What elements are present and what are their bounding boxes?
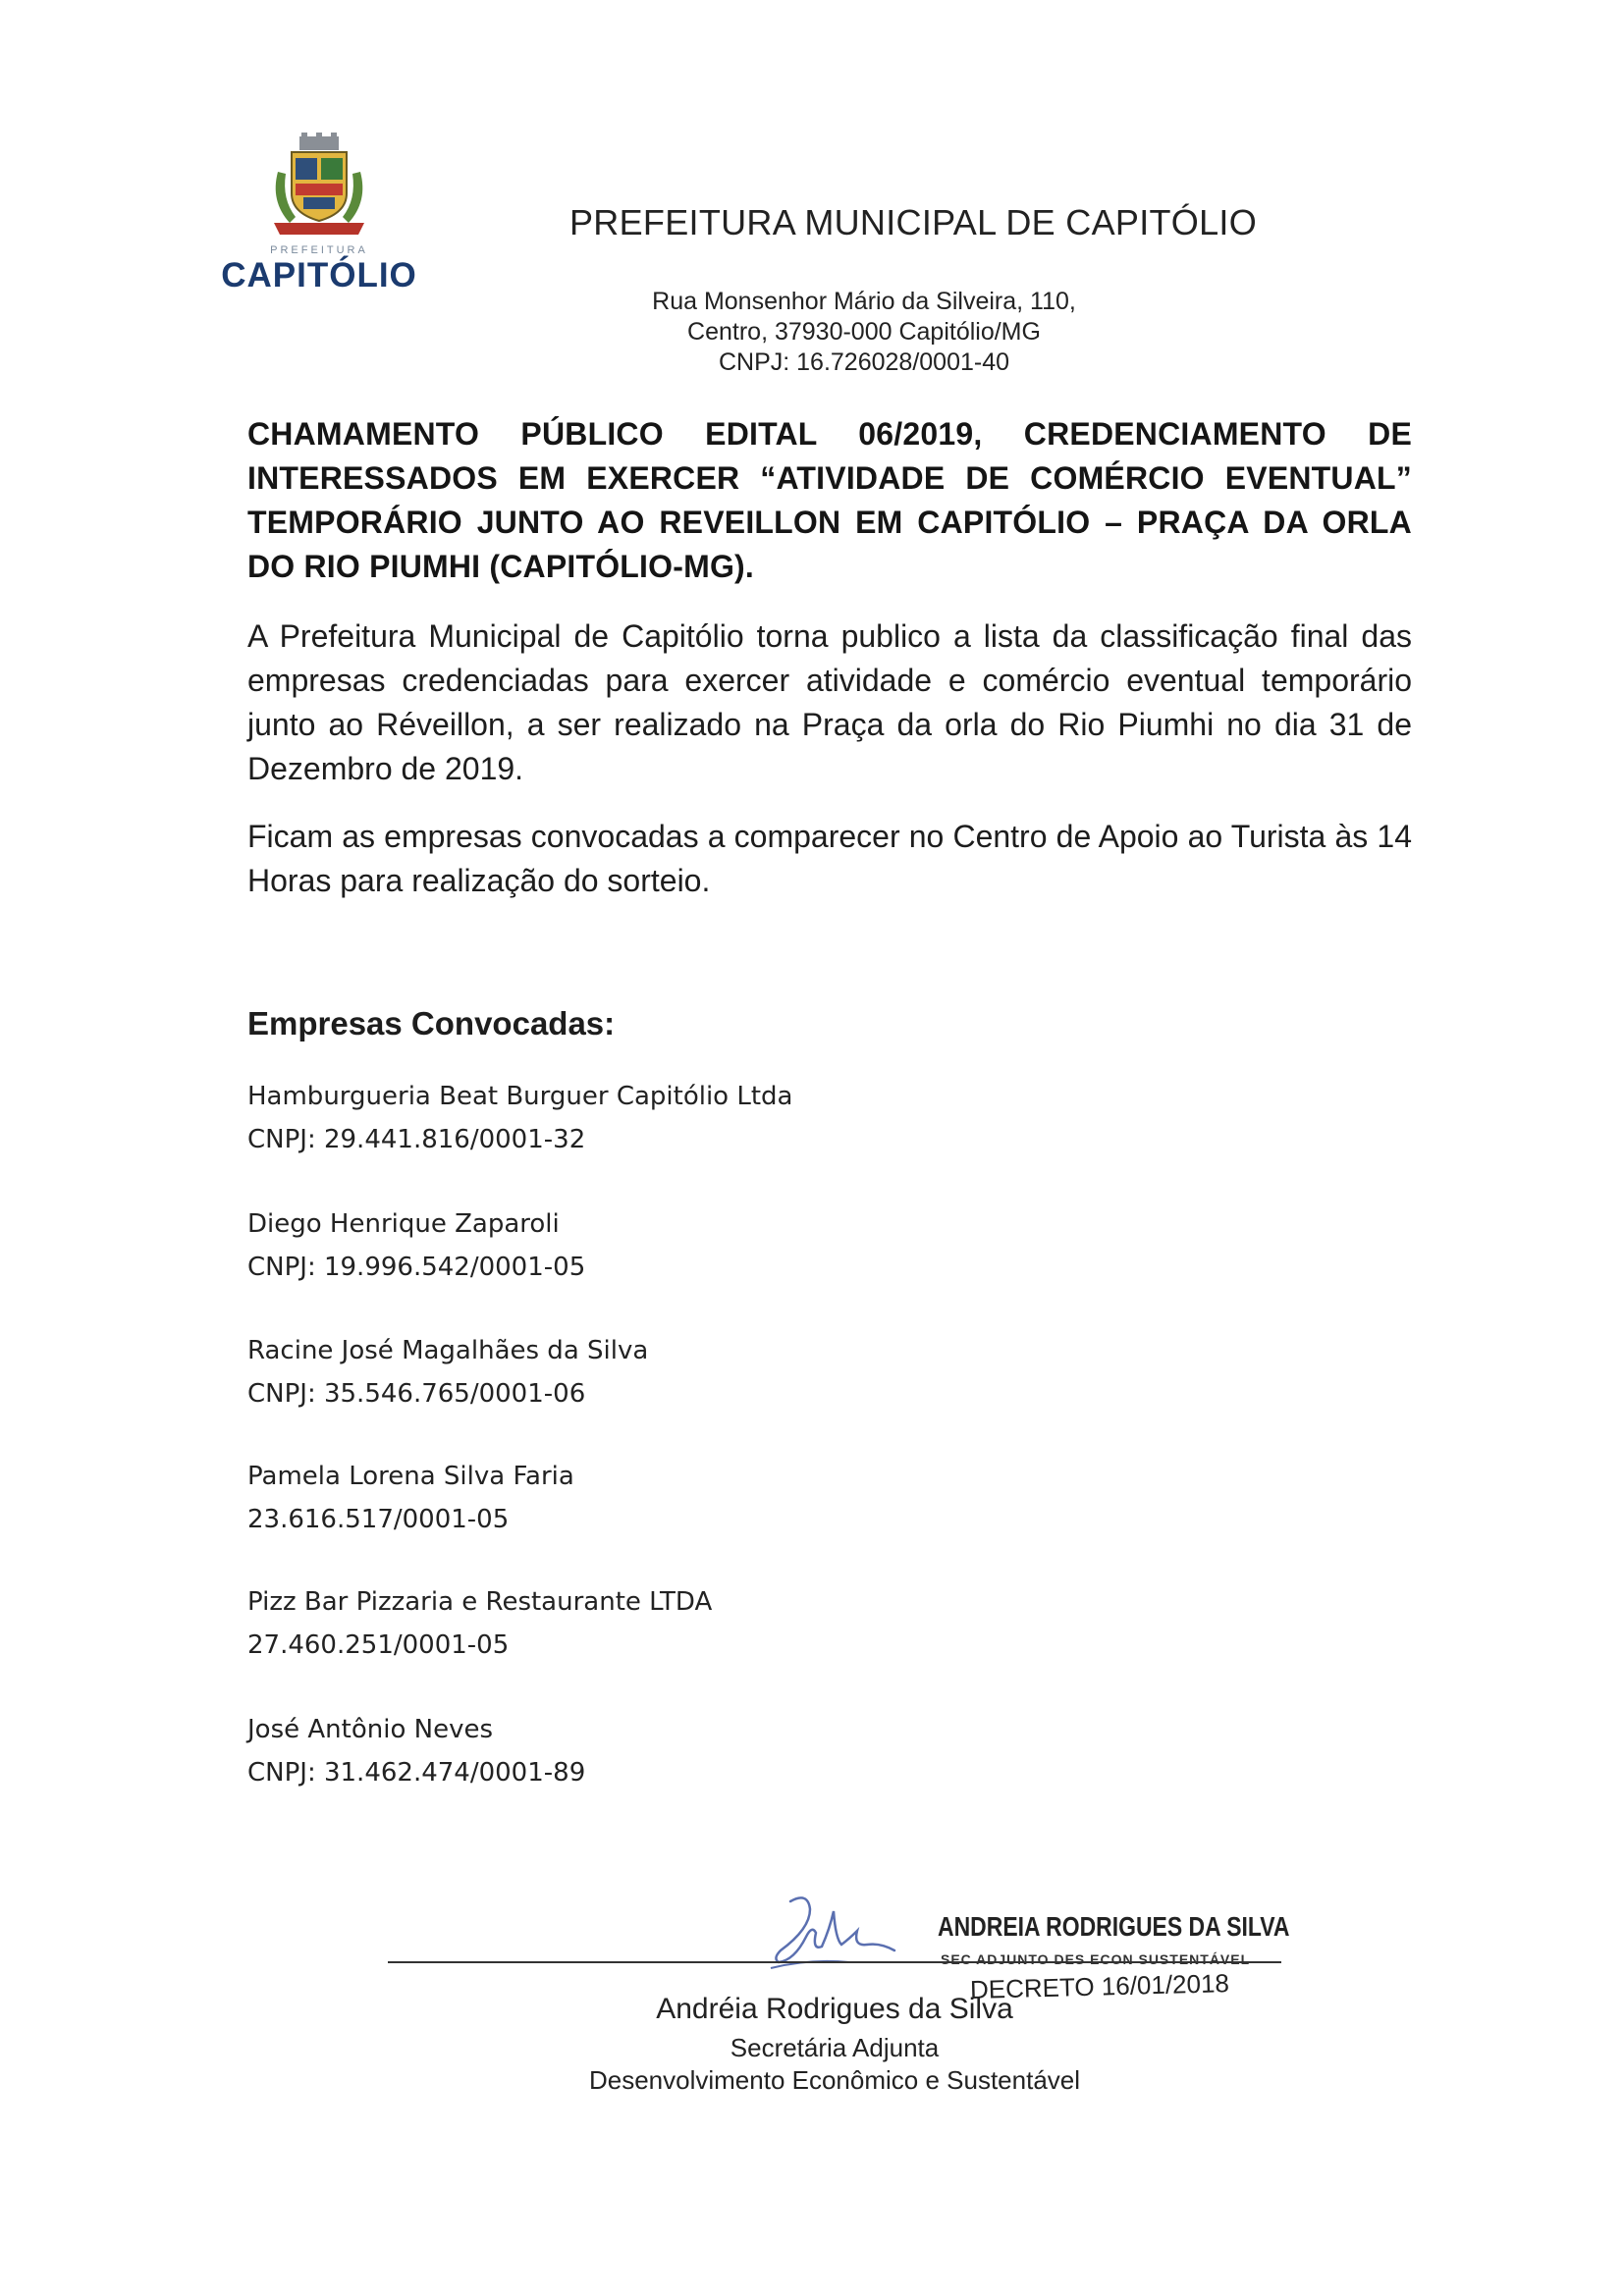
stamp-name: ANDREIA RODRIGUES DA SILVA	[938, 1911, 1290, 1942]
company-name: Diego Henrique Zaparoli	[247, 1209, 560, 1239]
organization-cnpj: CNPJ: 16.726028/0001-40	[718, 348, 1010, 376]
municipal-logo	[221, 133, 417, 319]
signer-department: Desenvolvimento Econômico e Sustentável	[588, 2065, 1081, 2095]
address-city: Centro, 37930-000 Capitólio/MG	[687, 318, 1041, 346]
company-cnpj: CNPJ: 19.996.542/0001-05	[247, 1253, 586, 1282]
signer-role: Secretária Adjunta	[730, 2033, 940, 2062]
company-cnpj: CNPJ: 35.546.765/0001-06	[247, 1379, 586, 1409]
company-cnpj: 23.616.517/0001-05	[247, 1505, 510, 1534]
companies-title: Empresas Convocadas:	[247, 1005, 616, 1041]
company-entry	[247, 1075, 792, 1161]
company-entry	[247, 1329, 648, 1415]
company-entry	[247, 1708, 585, 1794]
notice-paragraph-1: A Prefeitura Municipal de Capitólio torna publico a lista da classificação final das empresas credenciadas para exercer atividade e comércio eventual temporário junto ao Réveillon, a ser realizado na Praça da orla do Rio Piumhi no dia 31 de Dezembro de 2019.	[247, 618, 1412, 786]
company-entry	[247, 1202, 585, 1289]
signer-name: Andréia Rodrigues da Silva	[656, 1993, 1013, 2025]
company-name: José Antônio Neves	[247, 1715, 493, 1744]
company-name: Hamburgueria Beat Burguer Capitólio Ltda	[247, 1082, 793, 1111]
company-name: Racine José Magalhães da Silva	[247, 1336, 649, 1365]
address-street: Rua Monsenhor Mário da Silveira, 110,	[652, 288, 1076, 315]
address-block	[589, 287, 1139, 378]
notice-heading: CHAMAMENTO PÚBLICO EDITAL 06/2019, CREDENCIAMENTO DE INTERESSADOS EM EXERCER “ATIVIDADE DE COMÉRCIO EVENTUAL” TEMPORÁRIO JUNTO AO REVEILLON EM CAPITÓLIO – PRAÇA DA ORLA DO RIO PIUMHI (CAPITÓLIO-MG).	[247, 416, 1412, 584]
coat-of-arms-icon	[260, 133, 378, 239]
logo-prefix: PREFEITURA	[270, 244, 368, 256]
company-name: Pizz Bar Pizzaria e Restaurante LTDA	[247, 1587, 713, 1617]
organization-title: PREFEITURA MUNICIPAL DE CAPITÓLIO	[569, 202, 1258, 242]
company-name: Pamela Lorena Silva Faria	[247, 1462, 574, 1491]
company-entry	[247, 1455, 574, 1541]
logo-city-name: CAPITÓLIO	[221, 256, 417, 294]
company-cnpj: CNPJ: 31.462.474/0001-89	[247, 1758, 586, 1788]
stamp-decree: DECRETO 16/01/2018	[969, 1968, 1230, 2004]
company-cnpj: CNPJ: 29.441.816/0001-32	[247, 1125, 586, 1154]
stamp-role: SEC ADJUNTO DES ECON SUSTENTÁVEL	[941, 1951, 1251, 1967]
notice-paragraph-2: Ficam as empresas convocadas a comparecer no Centro de Apoio ao Turista às 14 Horas para realização do sorteio.	[247, 819, 1412, 898]
handwritten-signature	[751, 1890, 908, 1978]
company-entry	[247, 1580, 712, 1667]
company-cnpj: 27.460.251/0001-05	[247, 1630, 510, 1660]
